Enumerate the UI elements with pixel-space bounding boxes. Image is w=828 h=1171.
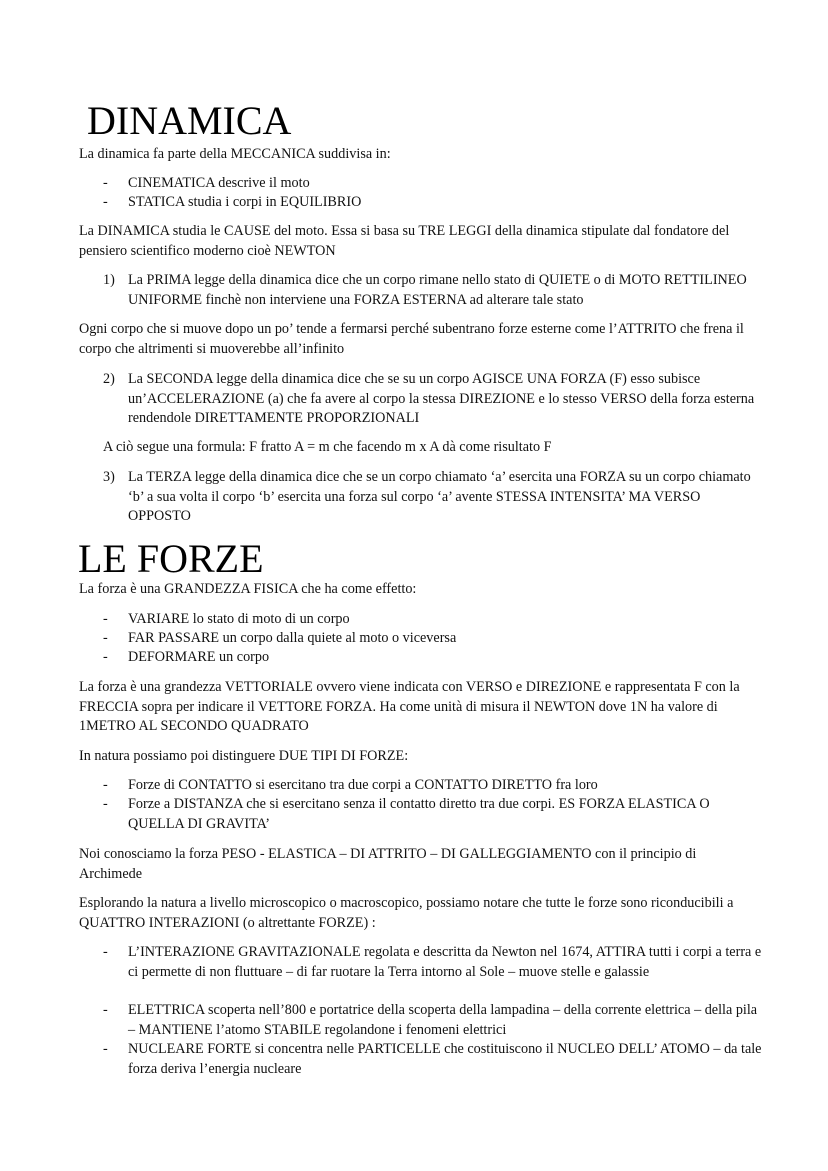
list-item: [103, 610, 763, 630]
list-item: [103, 1001, 763, 1040]
effect-variare: VARIARE lo stato di moto di un corpo: [128, 611, 350, 627]
interazione-elettrica: ELETTRICA scoperta nell’800 e portatrice della scoperta della lampadina – della corrente elettrica – della pila – MANTIENE l’atomo STABILE regolandone i fenomeni elettrici: [128, 1002, 758, 1038]
dinamica-cause: La DINAMICA studia le CAUSE del moto. Essa si basa su TRE LEGGI della dinamica stipulate dal fondatore del pensiero scientifico moderno cioè NEWTON: [79, 223, 730, 259]
dinamica-intro: La dinamica fa parte della MECCANICA suddivisa in:: [79, 146, 391, 162]
law-number: 2): [103, 371, 115, 387]
conosciamo-paragraph: Noi conosciamo la forza PESO - ELASTICA – DI ATTRITO – DI GALLEGGIAMENTO con il principio di Archimede: [79, 846, 697, 882]
law-1: La PRIMA legge della dinamica dice che un corpo rimane nello stato di QUIETE o di MOTO RETTILINEO UNIFORME finchè non interviene una FORZA ESTERNA ad alterare tale stato: [128, 272, 747, 308]
bullet-dash: -: [103, 777, 108, 793]
list-item: [103, 629, 763, 649]
list-item: [103, 370, 763, 429]
list-item: [103, 943, 763, 982]
list-item: [103, 1040, 763, 1079]
list-item: [103, 795, 763, 834]
list-item: [103, 468, 763, 527]
list-item: [103, 174, 763, 194]
bullet-dash: -: [103, 175, 108, 191]
list-item: [103, 193, 763, 213]
list-item: [103, 648, 763, 668]
branch-statica: STATICA studia i corpi in EQUILIBRIO: [128, 194, 362, 210]
vettoriale-paragraph: La forza è una grandezza VETTORIALE ovvero viene indicata con VERSO e DIREZIONE e rappresentata F con la FRECCIA sopra per indicare il VETTORE FORZA. Ha come unità di misura il NEWTON dove 1N ha valore di 1METRO AL SECONDO QUADRATO: [79, 679, 740, 734]
bullet-dash: -: [103, 194, 108, 210]
branch-cinematica: CINEMATICA descrive il moto: [128, 175, 310, 191]
bullet-dash: -: [103, 611, 108, 627]
forze-intro: La forza è una GRANDEZZA FISICA che ha come effetto:: [79, 581, 417, 597]
tipi-paragraph: In natura possiamo poi distinguere DUE TIPI DI FORZE:: [79, 748, 409, 764]
title-dinamica: DINAMICA: [87, 98, 292, 143]
esplorando-paragraph: Esplorando la natura a livello microscopico o macroscopico, possiamo notare che tutte le forze sono riconducibili a QUATTRO INTERAZIONI (o altrettante FORZE) :: [79, 895, 734, 931]
bullet-dash: -: [103, 1002, 108, 1018]
interazione-gravitazionale: L’INTERAZIONE GRAVITAZIONALE regolata e descritta da Newton nel 1674, ATTIRA tutti i corpi a terra e ci permette di non fluttuare – di far ruotare la Terra intorno al Sole – muove stelle e galassie: [128, 944, 762, 980]
law-number: 1): [103, 272, 115, 288]
title-le-forze: LE FORZE: [78, 536, 264, 581]
law-number: 3): [103, 469, 115, 485]
bullet-dash: -: [103, 1041, 108, 1057]
bullet-dash: -: [103, 630, 108, 646]
bullet-dash: -: [103, 796, 108, 812]
bullet-dash: -: [103, 649, 108, 665]
attrito-paragraph: Ogni corpo che si muove dopo un po’ tende a fermarsi perché subentrano forze esterne come l’ATTRITO che frena il corpo che altrimenti si muoverebbe all’infinito: [79, 321, 744, 357]
list-item: [103, 776, 763, 796]
type-contatto: Forze di CONTATTO si esercitano tra due corpi a CONTATTO DIRETTO fra loro: [128, 777, 598, 793]
law-2: La SECONDA legge della dinamica dice che se su un corpo AGISCE UNA FORZA (F) esso subisce un’ACCELERAZIONE (a) che fa avere al corpo la stessa DIREZIONE e lo stesso VERSO della forza esterna rendendole DIRETTAMENTE PROPORZIONALI: [128, 371, 755, 426]
type-distanza: Forze a DISTANZA che si esercitano senza il contatto diretto tra due corpi. ES FORZA ELASTICA O QUELLA DI GRAVITA’: [128, 796, 710, 832]
list-item: [103, 271, 763, 310]
law-3: La TERZA legge della dinamica dice che se un corpo chiamato ‘a’ esercita una FORZA su un corpo chiamato ‘b’ a sua volta il corpo ‘b’ esercita una forza sul corpo ‘a’ avente STESSA INTENSITA’ MA VERSO OPPOSTO: [128, 469, 751, 524]
effect-far-passare: FAR PASSARE un corpo dalla quiete al moto o viceversa: [128, 630, 457, 646]
formula-paragraph: A ciò segue una formula: F fratto A = m che facendo m x A dà come risultato F: [103, 439, 552, 455]
interazione-nucleare-forte: NUCLEARE FORTE si concentra nelle PARTICELLE che costituiscono il NUCLEO DELL’ ATOMO – da tale forza deriva l’energia nucleare: [128, 1041, 762, 1077]
bullet-dash: -: [103, 944, 108, 960]
effect-deformare: DEFORMARE un corpo: [128, 649, 270, 665]
